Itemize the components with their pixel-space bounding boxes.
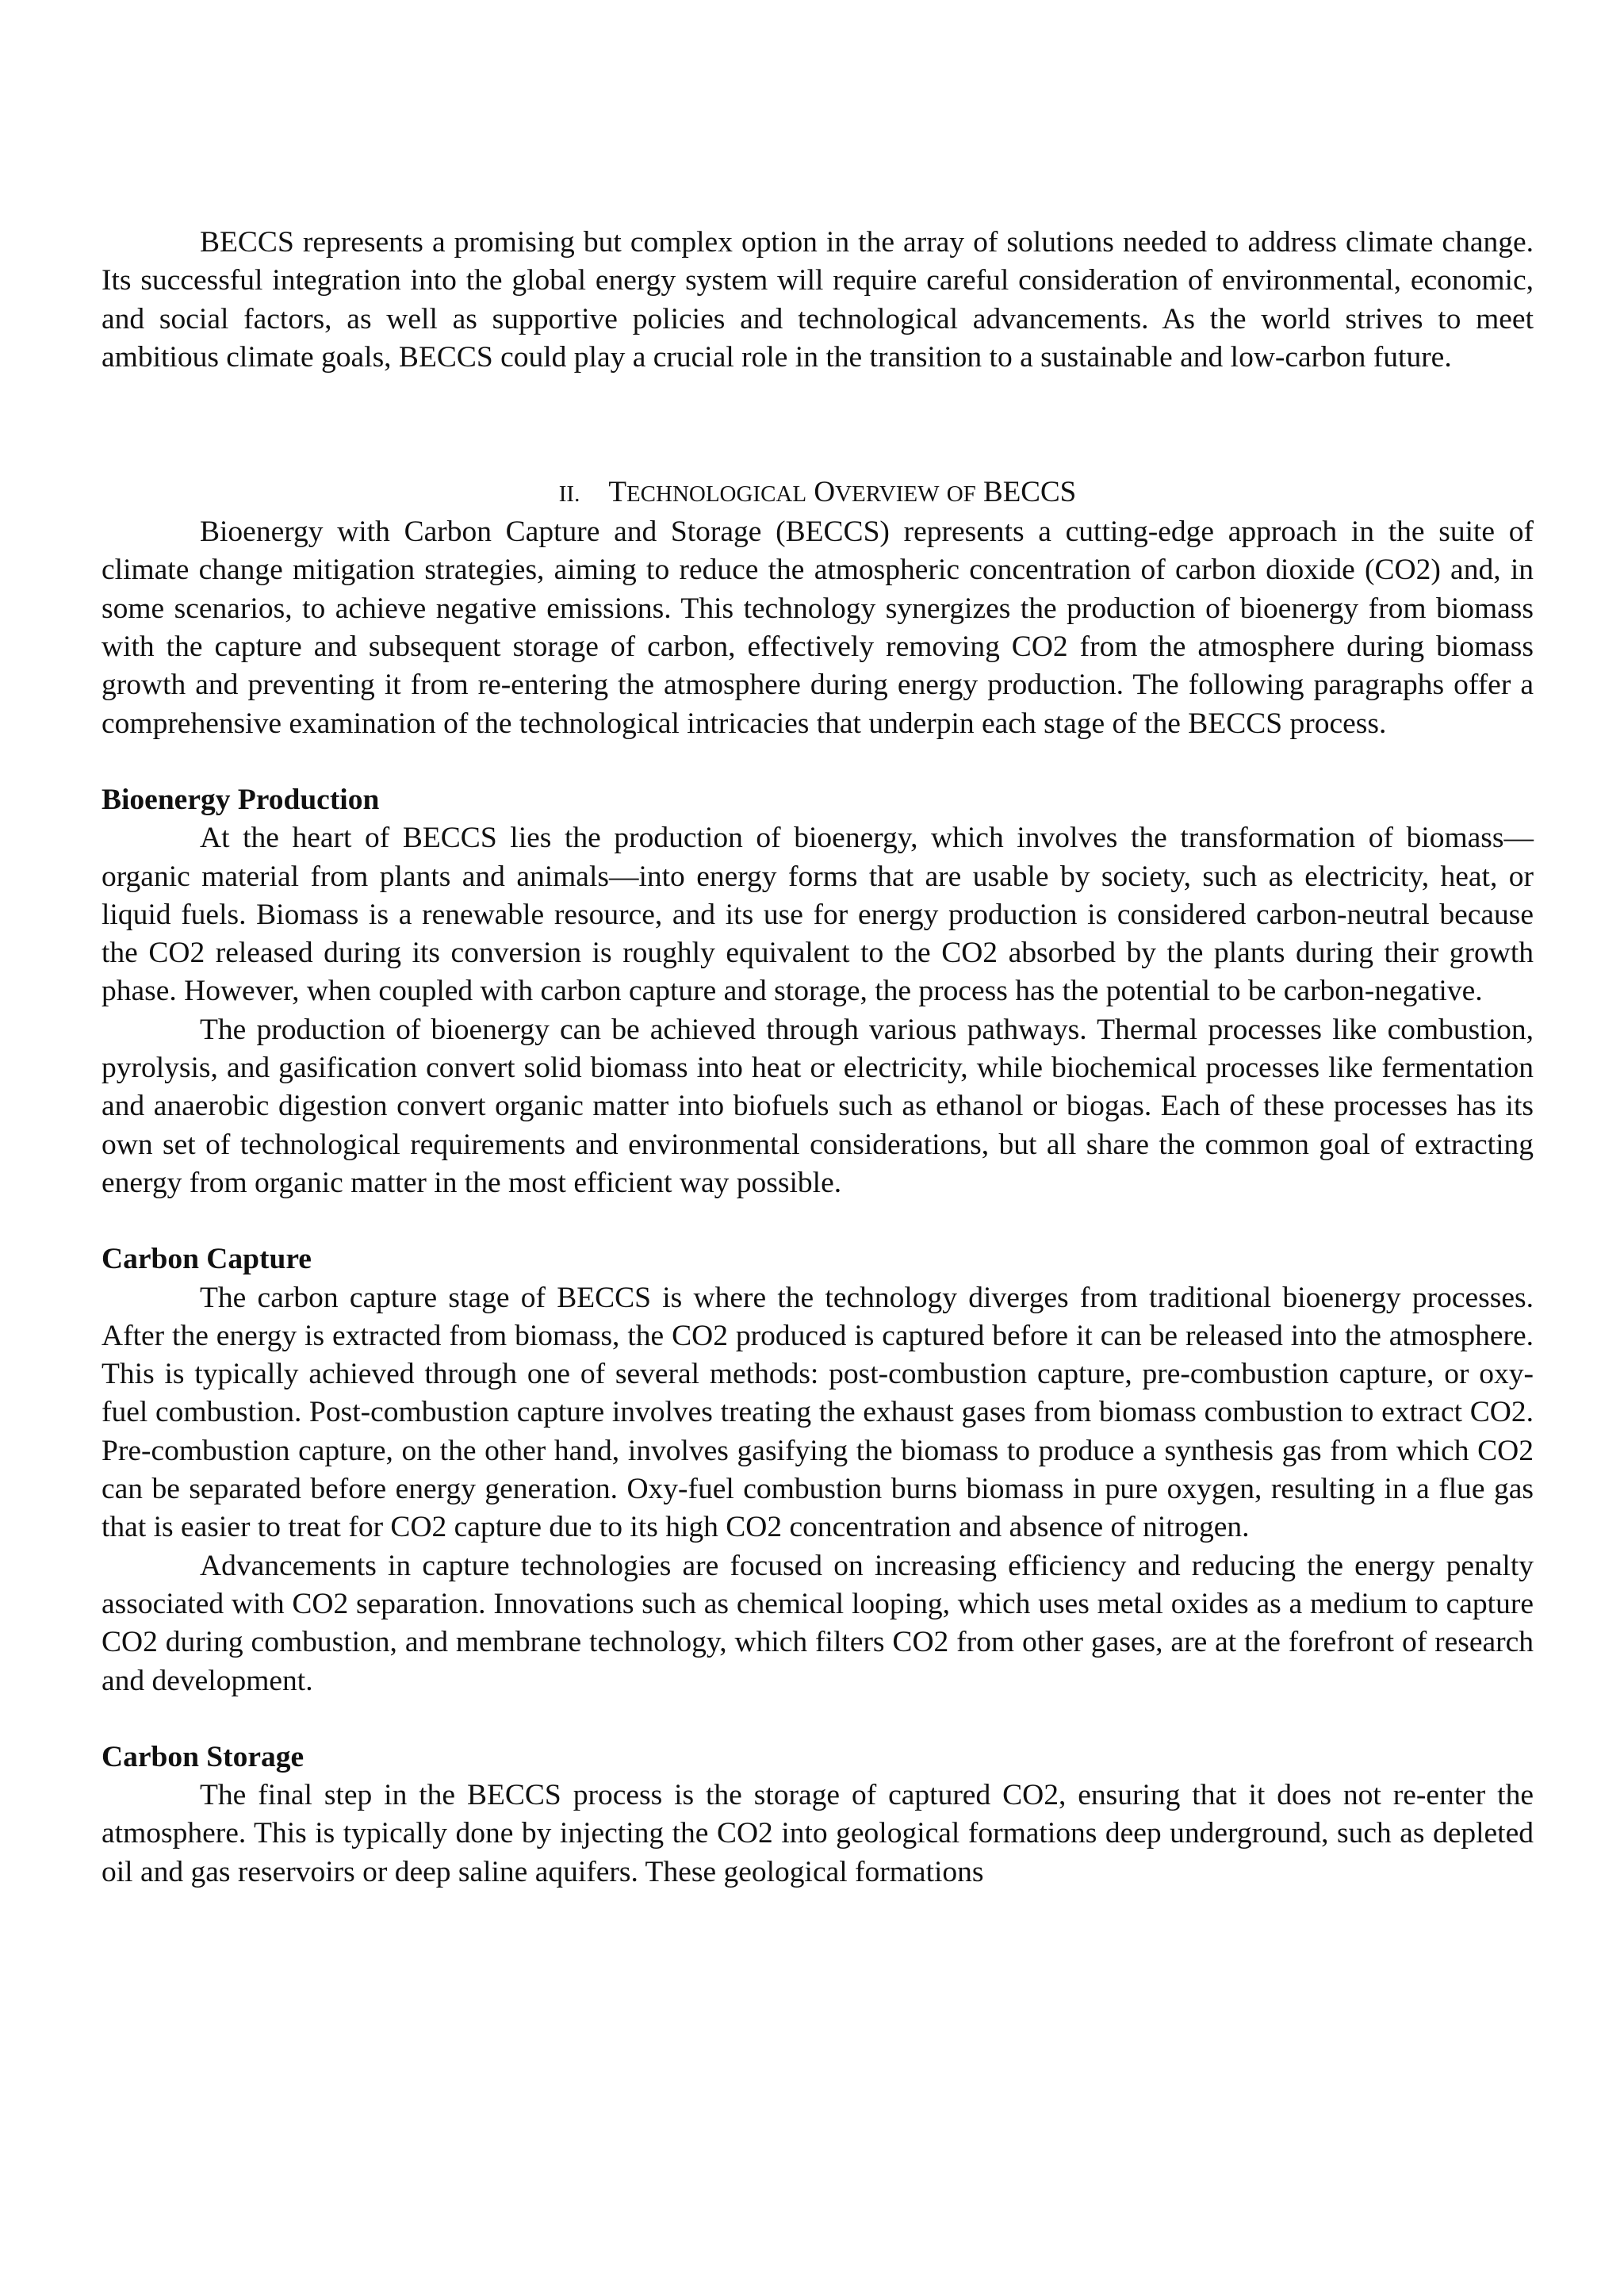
section-title <box>102 473 1534 513</box>
paragraph-capture-2: Advancements in capture technologies are focused on increasing efficiency and reducing the energy penalty associated with CO2 separation. Innovations such as chemical looping, which uses metal oxides as a medium to capture CO2 during combustion, and membrane technology, which filters CO2 from other gases, are at the forefront of research and development. <box>102 1549 1534 1697</box>
section-title-word-3: OF <box>946 481 976 508</box>
section-title-word-2: OVERVIEW <box>814 476 940 509</box>
subheading-carbon-storage: Carbon Storage <box>102 1740 304 1773</box>
document-page <box>102 224 1534 1892</box>
subheading-carbon-capture: Carbon Capture <box>102 1243 312 1276</box>
subheading-bioenergy-production: Bioenergy Production <box>102 783 380 816</box>
paragraph-bioenergy-2: The production of bioenergy can be achieved through various pathways. Thermal processes like combustion, pyrolysis, and gasification convert solid biomass into heat or electricity, while biochemical processes like fermentation and anaerobic digestion convert organic matter into biofuels such as ethanol or biogas. Each of these processes has its own set of technological requirements and environmental considerations, but all share the common goal of extracting energy from organic matter in the most efficient way possible. <box>102 1013 1534 1199</box>
section-spacer <box>102 377 1534 473</box>
section-title-word-4: BECCS <box>983 476 1077 509</box>
section-title-word-1: TECHNOLOGICAL <box>608 476 807 509</box>
subsection-spacer <box>102 1700 1534 1738</box>
section-number: II. <box>558 481 580 508</box>
paragraph-capture-1: The carbon capture stage of BECCS is where the technology diverges from traditional bioenergy processes. After the energy is extracted from biomass, the CO2 produced is captured before it can be released into the atmosphere. This is typically achieved through one of several methods: post-combustion capture, pre-combustion capture, or oxy-fuel combustion. Post-combustion capture involves treating the exhaust gases from biomass combustion to extract CO2. Pre-combustion capture, on the other hand, involves gasifying the biomass to produce a synthesis gas from which CO2 can be separated before energy generation. Oxy-fuel combustion burns biomass in pure oxygen, resulting in a flue gas that is easier to treat for CO2 capture due to its high CO2 concentration and absence of nitrogen. <box>102 1281 1534 1544</box>
section-paragraph: Bioenergy with Carbon Capture and Storage (BECCS) represents a cutting-edge approach in the suite of climate change mitigation strategies, aiming to reduce the atmospheric concentration of carbon dioxide (CO2) and, in some scenarios, to achieve negative emissions. This technology synergizes the production of bioenergy from biomass with the capture and subsequent storage of carbon, effectively removing CO2 from the atmosphere during biomass growth and preventing it from re-entering the atmosphere during energy production. The following paragraphs offer a comprehensive examination of the technological intricacies that underpin each stage of the BECCS process. <box>102 516 1534 740</box>
paragraph-storage-1: The final step in the BECCS process is the storage of captured CO2, ensuring that it does not re-enter the atmosphere. This is typically done by injecting the CO2 into geological formations deep underground, such as depleted oil and gas reservoirs or deep saline aquifers. These geological formations <box>102 1779 1534 1888</box>
paragraph-bioenergy-1: At the heart of BECCS lies the production of bioenergy, which involves the transformation of biomass—organic material from plants and animals—into energy forms that are usable by society, such as electricity, heat, or liquid fuels. Biomass is a renewable resource, and its use for energy production is considered carbon-neutral because the CO2 released during its conversion is roughly equivalent to the CO2 absorbed by the plants during their growth phase. However, when coupled with carbon capture and storage, the process has the potential to be carbon-negative. <box>102 822 1534 1008</box>
subsection-spacer <box>102 743 1534 781</box>
intro-paragraph: BECCS represents a promising but complex option in the array of solutions needed to address climate change. Its successful integration into the global energy system will require careful consideration of environmental, economic, and social factors, as well as supportive policies and technological advancements. As the world strives to meet ambitious climate goals, BECCS could play a crucial role in the transition to a sustainable and low-carbon future. <box>102 226 1534 374</box>
subsection-spacer <box>102 1202 1534 1240</box>
